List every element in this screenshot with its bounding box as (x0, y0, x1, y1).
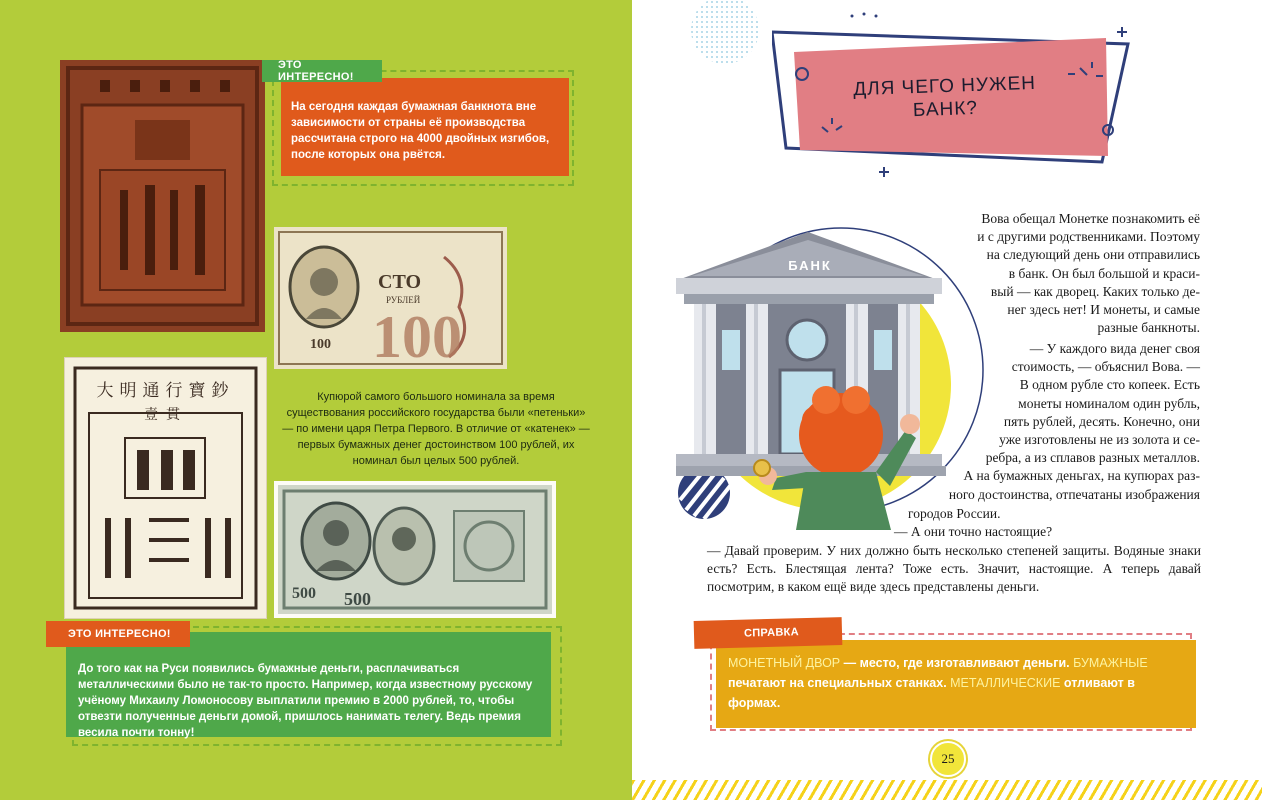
page-title (849, 72, 1040, 125)
banknote-500-rubles (274, 481, 556, 618)
reference-text-2: печатают на специальных станках. (728, 676, 951, 690)
dotted-circle-decoration (690, 0, 760, 70)
text-line: А на бумажных деньгах, на купюрах раз- (963, 468, 1200, 484)
text-line: в банк. Он был большой и краси- (1008, 265, 1200, 281)
story-paragraph-1 (882, 210, 1200, 337)
reference-term-paper: БУМАЖНЫЕ (1073, 656, 1148, 670)
page-number-badge (930, 741, 966, 777)
info-box-2-text: До того как на Руси появились бумажные деньги, расплачиваться металлическими было не так-то просто. Например, когда известному русскому учёному Михаилу Ломоносову выплатили премию в 2000 рублей, то, чтобы отвезти полученные деньги домой, пришлось нанимать телегу. Ведь премия весила почти тонну! (78, 663, 533, 739)
reference-text (728, 653, 1158, 713)
text-line: и с другими родственниками. Поэтому (977, 229, 1200, 245)
banknote-100-small-digits: 100 (310, 337, 331, 352)
banknote-100-word: СТО (378, 271, 422, 293)
page-title-line-1: ДЛЯ ЧЕГО НУЖЕН (852, 72, 1037, 101)
text-line: нег здесь нет! И монеты, и самые (1007, 302, 1200, 318)
text-line: пять рублей, десять. Конечно, они (1003, 413, 1200, 429)
text-line: монеты номиналом один рубль, (1018, 395, 1200, 411)
text-line: на следующий день они отправились (986, 247, 1200, 263)
banknote-500-left: 500 (292, 585, 316, 602)
reference-text-3: отливают в формах. (728, 676, 1135, 710)
story-line-cities: городов России. (908, 506, 1001, 521)
svg-text:100: 100 (372, 304, 462, 369)
reference-text-1: — место, где изготавливают деньги. (840, 656, 1074, 670)
story-paragraph-2 (882, 340, 1200, 504)
story-question: — А они точно настоящие? (894, 524, 1053, 539)
ming-banknote-center: 壹貫 (144, 406, 188, 422)
text-line: — У каждого вида денег своя (1029, 341, 1200, 356)
bottom-stripe-decoration (632, 780, 1262, 800)
right-page (632, 0, 1262, 800)
info-box-2 (66, 632, 551, 737)
text-line: вый — как дворец. Каких только де- (990, 283, 1200, 299)
banknote-100-label: РУБЛЕЙ (386, 295, 421, 305)
bank-sign: БАНК (788, 258, 832, 273)
text-line: стоимость, — объяснил Вова. — (1011, 359, 1200, 375)
reference-term-metal: МЕТАЛЛИЧЕСКИЕ (950, 676, 1061, 690)
text-line: разные банкноты. (1097, 320, 1200, 336)
page-number: 25 (941, 751, 955, 766)
info-box-1 (281, 78, 569, 176)
page-title-line-2: БАНК? (912, 97, 979, 122)
interesting-tag-1: ЭТО ИНТЕРЕСНО! (262, 60, 382, 82)
text-line: В одном рубле сто копеек. Есть (1019, 377, 1200, 393)
text-line: ного достоинства, отпечатаны изображения (948, 486, 1200, 502)
reference-tag: СПРАВКА (694, 617, 843, 649)
text-line: Вова обещал Монетке познакомить её (981, 211, 1200, 226)
story-paragraph-3: — Давай проверим. У них должно быть несколько степеней защиты. Водяные знаки есть? Есть. Блестящая лента? Тоже есть. Значит, настоящие. А теперь давай посмотрим, в каком ещё виде здесь представлены деньги. (707, 543, 1201, 595)
reference-box (716, 640, 1196, 728)
banknote-caption: Купюрой самого большого номинала за время существования российского государства были «петеньки» — по имени царя Петра Первого. В отличие от «катенек» — первых бумажных денег достоинством 100 рублей, их номинал был целых 500 рублей. (282, 391, 590, 467)
ming-banknote (64, 357, 267, 619)
ming-banknote-header: 大明通行寶鈔 (96, 381, 235, 400)
info-box-1-text: На сегодня каждая бумажная банкнота вне зависимости от страны её производства рассчитана строго на 4000 двойных изгибов, после которых она рвётся. (291, 101, 550, 161)
banknote-100-rubles (274, 227, 507, 369)
interesting-tag-2: ЭТО ИНТЕРЕСНО! (46, 621, 190, 647)
text-line: ребра, а из сплавов разных металлов. (985, 450, 1200, 466)
ancient-banknote-plate (60, 60, 265, 332)
banknote-500-right: 500 (344, 589, 371, 609)
reference-term-mint: МОНЕТНЫЙ ДВОР (728, 656, 841, 670)
text-line: уже изготовлены не из золота и се- (999, 432, 1200, 448)
